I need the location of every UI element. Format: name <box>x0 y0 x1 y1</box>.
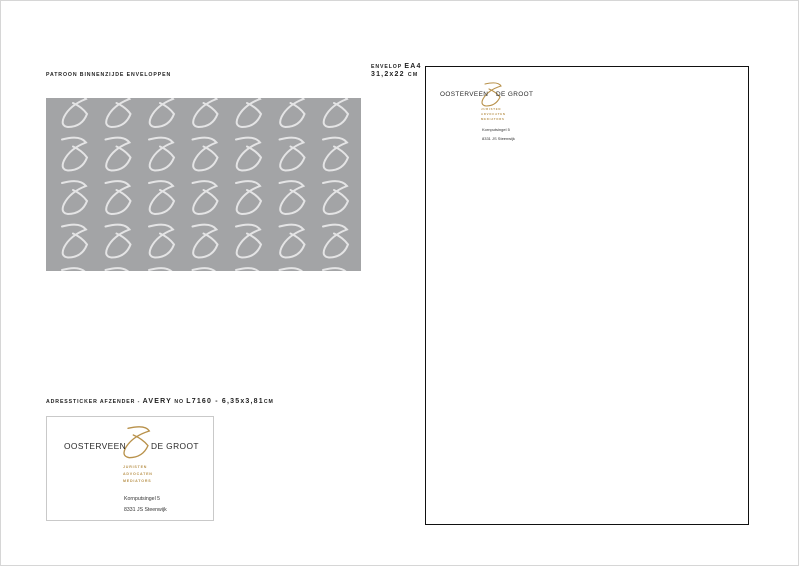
sticker-caption-brand: AVERY <box>142 398 172 405</box>
pattern-ampersand-icon <box>323 225 348 258</box>
sticker-logo-name-right: DE GROOT <box>151 441 199 451</box>
pattern-ampersand-icon <box>149 181 174 214</box>
envelope-caption <box>371 63 422 79</box>
pattern-ampersand-icon <box>106 138 131 171</box>
pattern-ampersand-icon <box>106 98 131 127</box>
pattern-ampersand-icon <box>62 268 87 271</box>
envelope-caption-prefix: ENVELOP <box>371 64 402 70</box>
pattern-ampersand-icon <box>323 138 348 171</box>
sticker-caption <box>46 398 274 405</box>
pattern-ampersand-icon <box>280 181 305 214</box>
pattern-ampersand-icon <box>280 138 305 171</box>
sticker-tag-2: ADVOCATEN <box>123 472 153 476</box>
sticker-caption-no: NO <box>171 399 187 405</box>
pattern-ampersand-icon <box>323 98 348 127</box>
pattern-ampersand-icon <box>323 181 348 214</box>
envelope-size: EA4 <box>404 63 422 70</box>
envelope-unit: CM <box>407 72 419 78</box>
envelope-logo-name-right: DE GROOT <box>496 91 534 98</box>
sticker-caption-code: L7160 - 6,35x3,81 <box>186 398 264 405</box>
pattern-ampersand-icon <box>149 98 174 127</box>
envelope-tag-1: JURISTEN <box>481 107 502 111</box>
pattern-ampersand-icon <box>193 268 218 271</box>
envelope-tag-3: MEDIATORS <box>481 117 505 121</box>
pattern-ampersand-icon <box>62 225 87 258</box>
envelope-logo <box>440 81 550 121</box>
pattern-ampersand-icon <box>106 181 131 214</box>
pattern-ampersand-icon <box>106 268 131 271</box>
envelope-dimensions: 31,2x22 <box>371 71 405 78</box>
sticker-caption-unit: CM <box>263 399 274 405</box>
pattern-caption: PATROON BINNENZIJDE ENVELOPPEN <box>46 72 172 78</box>
pattern-ampersand-icon <box>149 225 174 258</box>
pattern-ampersand-icon <box>236 181 261 214</box>
pattern-ampersand-icon <box>149 138 174 171</box>
pattern-ampersand-icon <box>280 225 305 258</box>
sticker-address-city: 8331 JS Steenwijk <box>124 507 167 513</box>
sticker-tag-3: MEDIATORS <box>123 479 152 483</box>
pattern-ampersand-icon <box>193 225 218 258</box>
pattern-ampersand-icon <box>193 181 218 214</box>
envelope-address-street: Kornputsingel 5 <box>482 127 510 132</box>
address-sticker <box>46 416 214 521</box>
sticker-logo-name-left: OOSTERVEEN <box>64 441 127 451</box>
pattern-ampersand-icon <box>236 138 261 171</box>
envelope-address-city: 8331 JS Steenwijk <box>482 136 515 141</box>
pattern-ampersand-icon <box>62 138 87 171</box>
pattern-ampersand-icon <box>193 98 218 127</box>
pattern-ampersand-icon <box>323 268 348 271</box>
pattern-ampersand-icon <box>236 98 261 127</box>
envelope-ea4 <box>425 66 749 525</box>
envelope-inner-pattern <box>46 98 361 271</box>
pattern-ampersand-icon <box>280 268 305 271</box>
pattern-ampersand-icon <box>193 138 218 171</box>
pattern-ampersand-icon <box>62 98 87 127</box>
envelope-logo-name-left: OOSTERVEEN <box>440 91 489 98</box>
ampersand-pattern-icon <box>46 98 361 271</box>
envelope-tag-2: ADVOCATEN <box>481 112 506 116</box>
pattern-ampersand-icon <box>62 181 87 214</box>
pattern-ampersand-icon <box>236 268 261 271</box>
pattern-ampersand-icon <box>236 225 261 258</box>
pattern-ampersand-icon <box>106 225 131 258</box>
sticker-caption-prefix: ADRESSTICKER AFZENDER - <box>46 399 143 405</box>
pattern-ampersand-icon <box>149 268 174 271</box>
sticker-tag-1: JURISTEN <box>123 465 148 469</box>
pattern-ampersand-icon <box>280 98 305 127</box>
sticker-address-street: Kornputsingel 5 <box>124 496 161 502</box>
sticker-logo <box>64 427 204 487</box>
